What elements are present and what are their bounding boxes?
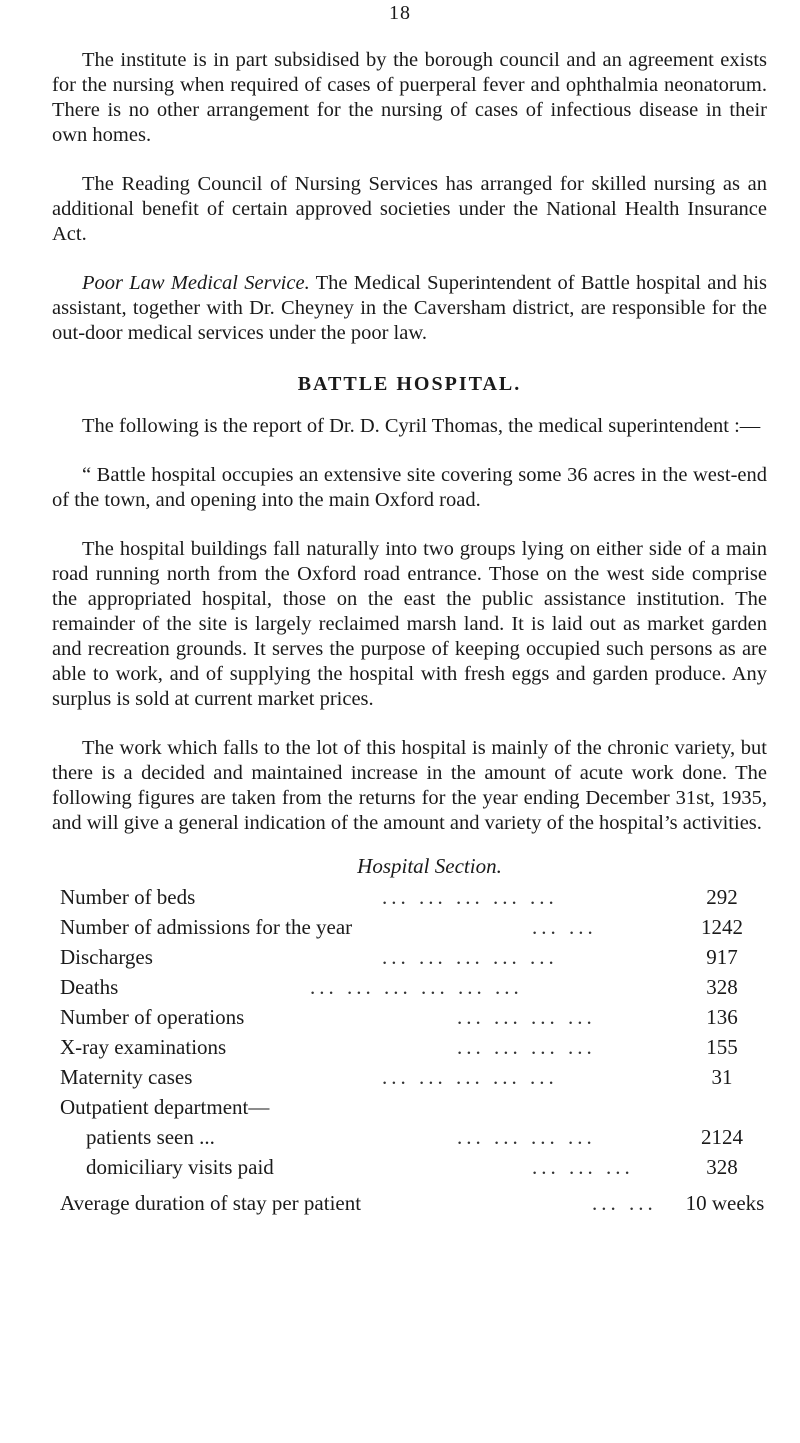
stat-value: 10 weeks	[685, 1191, 765, 1215]
paragraph-buildings: The hospital buildings fall naturally into two groups lying on either side of a main road running north from the Oxford road entrance. Those on the west side comprise the appropriated hospital, those on the east the public assistance institution. The remainder of the site is largely reclaimed marsh land. It is laid out as market garden and recreation grounds. It serves the purpose of keeping occupied such persons as are able to work, and of supplying the hospital with fresh eggs and garden produce. Any surplus is sold at current market prices.	[52, 538, 767, 710]
stat-group-heading	[52, 1092, 767, 1122]
paragraph-nursing-institute: The institute is in part subsidised by the borough council and an agreement exists for the nursing when required of cases of puerperal fever and ophthalmia neonatorum. There is no other arrangement for the nursing of cases of infectious disease in their own homes.	[52, 49, 767, 146]
leader-dots: ... ...	[532, 915, 597, 939]
stat-row	[52, 912, 767, 942]
stat-label: Number of admissions for the year	[60, 915, 353, 939]
stat-row	[52, 942, 767, 972]
stat-value: 155	[706, 1035, 738, 1059]
stat-row	[52, 1122, 767, 1152]
stat-label: Average duration of stay per patient	[60, 1191, 362, 1215]
stat-row	[52, 1002, 767, 1032]
paragraph-poor-law	[52, 271, 767, 346]
leader-dots: ... ... ...	[532, 1155, 634, 1179]
stat-label: patients seen ...	[86, 1125, 215, 1149]
hospital-section-title: Hospital Section.	[357, 854, 502, 878]
section-heading-battle-hospital: BATTLE HOSPITAL.	[297, 373, 522, 395]
leader-dots: ... ... ... ...	[457, 1005, 596, 1029]
stat-label: Number of operations	[60, 1005, 245, 1029]
stat-value: 328	[706, 975, 738, 999]
stat-label: Maternity cases	[60, 1065, 193, 1089]
stat-row	[52, 972, 767, 1002]
stat-row	[52, 882, 767, 912]
leader-dots: ... ... ... ... ... ...	[310, 975, 523, 999]
leader-dots: ... ... ... ...	[457, 1035, 596, 1059]
stat-label: Number of beds	[60, 885, 196, 909]
stat-value: 328	[706, 1155, 738, 1179]
stat-label: Deaths	[60, 975, 119, 999]
stat-label: X-ray examinations	[60, 1035, 227, 1059]
paragraph-reading-council: The Reading Council of Nursing Services has arranged for skilled nursing as an additional benefit of certain approved societies under the National Health Insurance Act.	[52, 173, 767, 245]
stat-row	[52, 1152, 767, 1182]
stat-label: Discharges	[60, 945, 153, 969]
leader-dots: ... ...	[592, 1191, 657, 1215]
leader-dots: ... ... ... ... ...	[382, 945, 558, 969]
leader-dots: ... ... ... ... ...	[382, 885, 558, 909]
stat-row	[52, 1188, 767, 1218]
paragraph-report-intro: The following is the report of Dr. D. Cyril Thomas, the medical superintendent :—	[82, 415, 761, 437]
poor-law-title: Poor Law Medical Service.	[82, 272, 310, 294]
stat-value: 136	[706, 1005, 738, 1029]
hospital-stats-table	[52, 882, 767, 1218]
poor-law-text: The Medical Superintendent of Battle hospital and his assistant, together with Dr. Cheyney in the Caversham district, are responsible for the out-door medical services under the poor law.	[52, 272, 767, 344]
page-content	[52, 48, 767, 1218]
stat-value: 292	[706, 885, 738, 909]
stat-value: 2124	[701, 1125, 743, 1149]
stat-label: domiciliary visits paid	[86, 1155, 274, 1179]
stat-value: 917	[706, 945, 738, 969]
stat-row	[52, 1062, 767, 1092]
stat-value: 31	[711, 1065, 733, 1089]
page-number: 18	[389, 2, 411, 24]
leader-dots: ... ... ... ...	[457, 1125, 596, 1149]
stat-row	[52, 1032, 767, 1062]
paragraph-site: “ Battle hospital occupies an extensive site covering some 36 acres in the west-end of the town, and opening into the main Oxford road.	[52, 464, 767, 511]
leader-dots: ... ... ... ... ...	[382, 1065, 558, 1089]
paragraph-work: The work which falls to the lot of this hospital is mainly of the chronic variety, but there is a decided and maintained increase in the amount of acute work done. The following figures are taken from the returns for the year ending December 31st, 1935, and will give a general indication of the amount and variety of the hospital’s activities.	[52, 737, 767, 834]
outpatient-heading: Outpatient department—	[60, 1095, 270, 1119]
stat-value: 1242	[701, 915, 743, 939]
